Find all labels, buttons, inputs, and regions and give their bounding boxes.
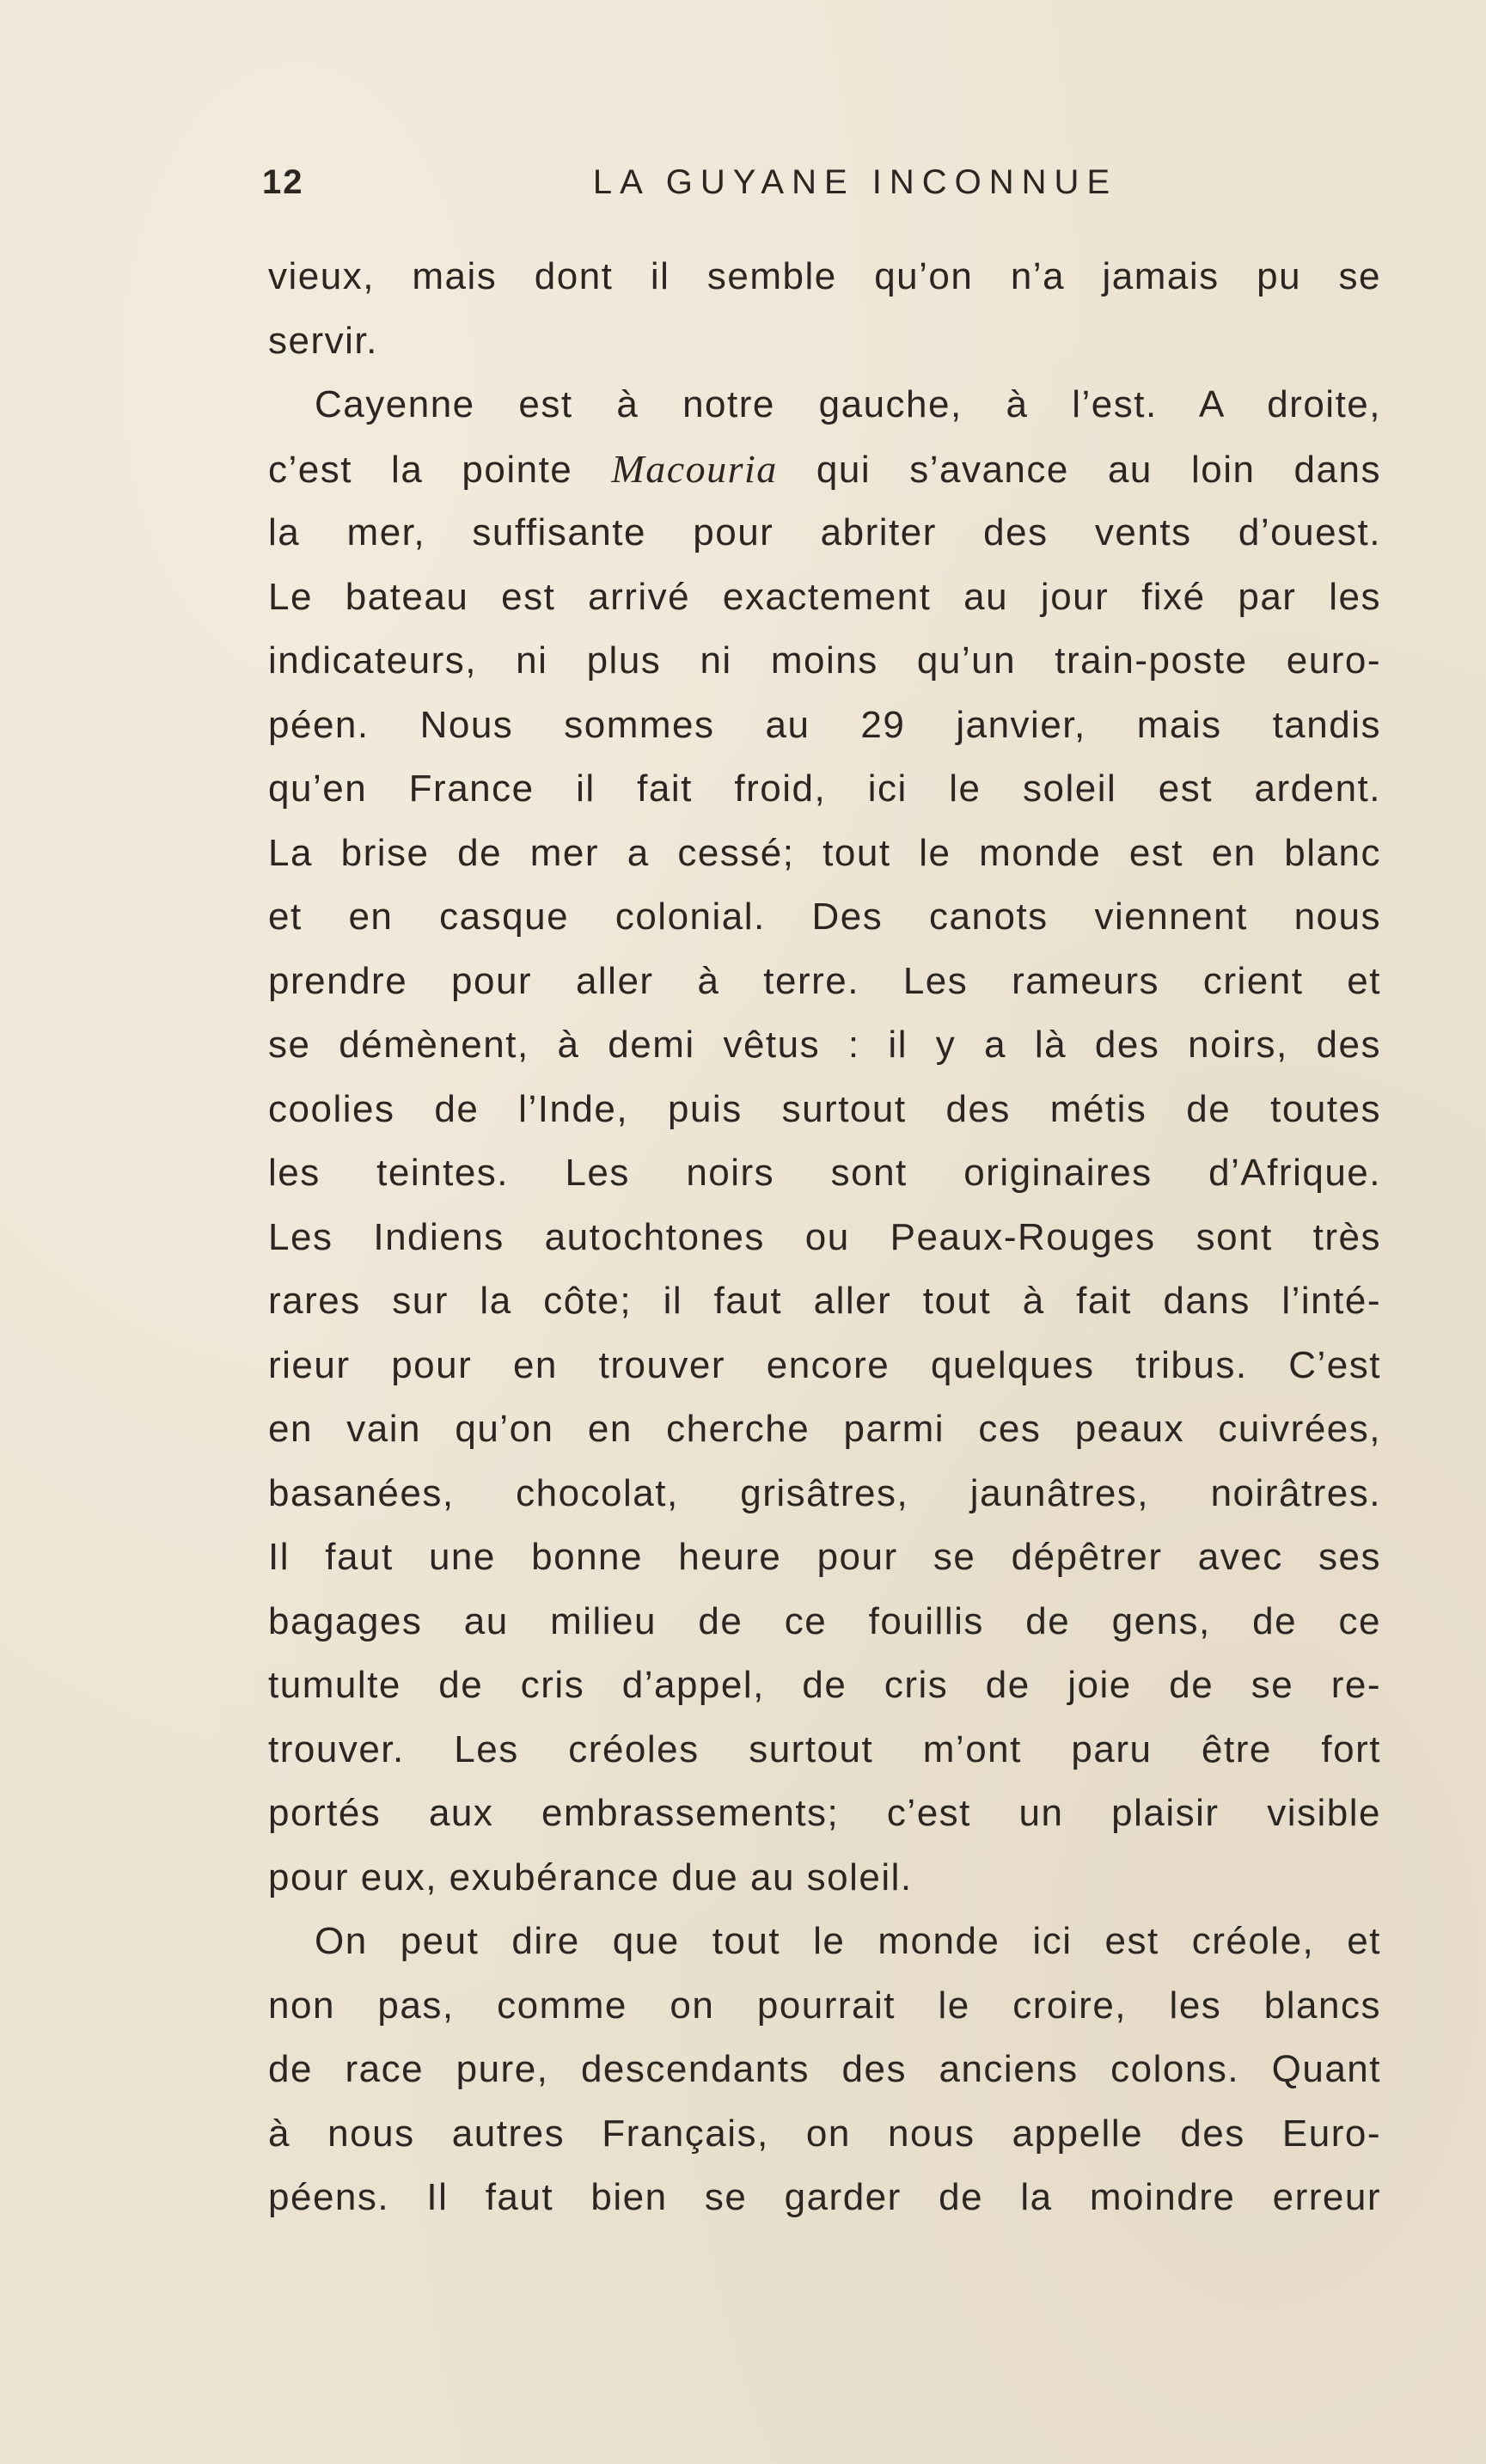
text-line: se démènent, à demi vêtus : il y a là des noirs, des	[268, 1024, 1381, 1066]
text-line: On peut dire que tout le monde ici est créole, et	[315, 1920, 1381, 1962]
text-line: qu’en France il fait froid, ici le soleil est ardent.	[268, 767, 1381, 810]
text-line: trouver. Les créoles surtout m’ont paru être fort	[268, 1727, 1381, 1770]
text-line: les teintes. Les noirs sont originaires d’Afrique.	[268, 1152, 1381, 1194]
text-line: Il faut une bonne heure pour se dépêtrer avec ses	[268, 1536, 1381, 1578]
italic-place-name: Macouria	[611, 446, 778, 491]
text-line	[268, 437, 1381, 502]
text-line: pour eux, exubérance due au soleil.	[268, 1856, 913, 1898]
text-line: Les Indiens autochtones ou Peaux-Rouges sont très	[268, 1215, 1381, 1258]
text-line: Le bateau est arrivé exactement au jour fixé par les	[268, 575, 1381, 618]
text-line: Cayenne est à notre gauche, à l’est. A droite,	[315, 383, 1381, 425]
running-title: LA GUYANE INCONNUE	[592, 163, 1118, 201]
text-line: coolies de l’Inde, puis surtout des métis de toutes	[268, 1087, 1381, 1130]
body-text	[268, 245, 1381, 2230]
text-line: vieux, mais dont il semble qu’on n’a jamais pu se	[268, 255, 1381, 297]
text-line: rieur pour en trouver encore quelques tribus. C’est	[268, 1343, 1381, 1386]
text-line: péen. Nous sommes au 29 janvier, mais tandis	[268, 703, 1381, 746]
text-line: servir.	[268, 319, 378, 362]
text-line: tumulte de cris d’appel, de cris de joie de se re-	[268, 1664, 1381, 1706]
page-number: 12	[262, 163, 304, 201]
text-line: de race pure, descendants des anciens colons. Quant	[268, 2048, 1381, 2090]
text-line: et en casque colonial. Des canots viennent nous	[268, 896, 1381, 938]
text-segment: qui s’avance au loin dans	[816, 448, 1381, 491]
running-head	[262, 163, 1381, 215]
text-line: la mer, suffisante pour abriter des vents d’ouest.	[268, 511, 1381, 553]
text-line: prendre pour aller à terre. Les rameurs crient et	[268, 959, 1381, 1002]
text-segment: c’est la pointe	[268, 448, 573, 491]
text-line: La brise de mer a cessé; tout le monde est en blanc	[268, 831, 1381, 874]
text-line: péens. Il faut bien se garder de la moindre erreur	[268, 2176, 1381, 2218]
text-line: bagages au milieu de ce fouillis de gens, de ce	[268, 1599, 1381, 1642]
text-line: basanées, chocolat, grisâtres, jaunâtres, noirâtres.	[268, 1471, 1381, 1514]
text-line: en vain qu’on en cherche parmi ces peaux cuivrées,	[268, 1408, 1381, 1450]
text-line: indicateurs, ni plus ni moins qu’un train-poste euro-	[268, 639, 1381, 682]
text-line: rares sur la côte; il faut aller tout à fait dans l’inté-	[268, 1280, 1381, 1322]
text-line: non pas, comme on pourrait le croire, les blancs	[268, 1984, 1381, 2027]
text-line: portés aux embrassements; c’est un plaisir visible	[268, 1792, 1381, 1834]
text-line: à nous autres Français, on nous appelle des Euro-	[268, 2112, 1381, 2155]
